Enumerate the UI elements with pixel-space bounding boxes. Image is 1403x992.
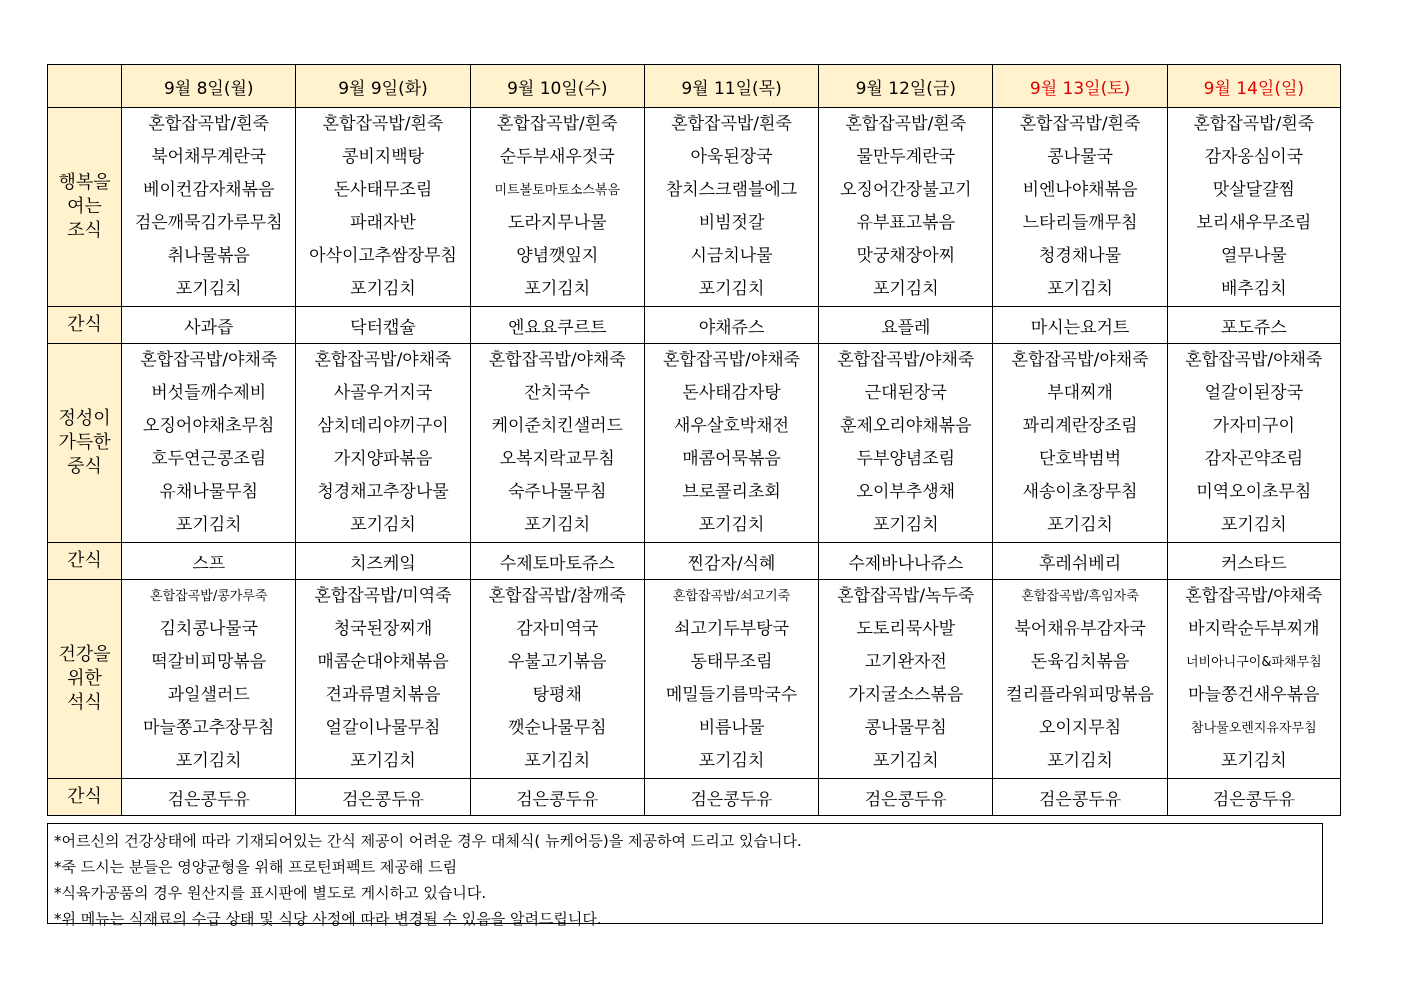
menu-item: 새송이초장무침 [1022,482,1138,502]
snack-item: 검은콩두유 [993,779,1167,816]
menu-item: 포기김치 [175,515,242,535]
menu-item: 혼합잡곡밥/흰죽 [671,114,792,134]
menu-item: 보리새우무조림 [1196,213,1312,233]
menu-item: 가지양파볶음 [333,449,433,469]
day-header: 9월 9일(화) [296,65,470,108]
menu-item: 돈사태감자탕 [682,383,781,403]
menu-item: 포기김치 [1221,515,1287,535]
menu-cell [1167,108,1340,307]
menu-item: 혼합잡곡밥/흰죽 [845,114,967,134]
snack-item: 야채쥬스 [644,307,818,344]
menu-cell [470,580,644,779]
menu-item: 포기김치 [698,751,765,771]
meal-label: 간식 [48,779,122,816]
menu-item: 미트볼토마토소스볶음 [494,183,621,198]
menu-cell [122,580,296,779]
menu-item: 도토리묵사발 [856,619,956,639]
menu-cell [993,580,1167,779]
menu-item: 혼합잡곡밥/미역죽 [314,586,452,606]
menu-item: 아삭이고추쌈장무침 [309,246,457,266]
menu-item: 순두부새우젓국 [499,147,615,167]
menu-item: 부대찌개 [1047,383,1113,403]
menu-item: 취나물볶음 [167,246,250,266]
menu-item: 콩나물무침 [864,718,947,738]
menu-item: 쇠고기두부탕국 [674,619,790,639]
menu-item: 혼합잡곡밥/녹두죽 [837,586,975,606]
menu-item: 잔치국수 [524,383,591,403]
menu-item: 혼합잡곡밥/쇠고기죽 [672,589,791,604]
menu-item: 포기김치 [350,515,416,535]
menu-item: 포기김치 [524,751,591,771]
menu-item: 오징어간장불고기 [840,180,972,200]
notes-box [47,823,1323,928]
menu-item: 포기김치 [872,515,939,535]
menu-item: 맛궁채장아찌 [856,246,956,266]
menu-item: 숙주나물무침 [508,482,607,502]
menu-item: 열무나물 [1221,246,1287,266]
day-header-row [48,65,1341,108]
menu-item: 우불고기볶음 [508,652,607,672]
menu-cell [296,344,470,543]
menu-item: 혼합잡곡밥/야채죽 [140,350,278,370]
snack-item: 후레쉬베리 [993,543,1167,580]
menu-item: 감자옹심이국 [1204,147,1304,167]
snack-item: 치즈케잌 [296,543,470,580]
menu-item: 버섯들깨수제비 [151,383,267,403]
menu-item: 탕평채 [532,685,582,705]
note-line: *위 메뉴는 식재료의 수급 상태 및 식당 사정에 따라 변경될 수 있음을 알려드립니다. [54,910,602,928]
menu-item: 포기김치 [1047,515,1113,535]
menu-item: 파래자반 [350,213,416,233]
menu-item: 단호박범벅 [1039,449,1122,469]
note-line: *죽 드시는 분들은 영양균형을 위해 프로틴퍼펙트 제공해 드림 [54,858,458,876]
menu-item: 콩나물국 [1047,147,1113,167]
menu-item: 포기김치 [1047,751,1113,771]
menu-cell [122,108,296,307]
menu-item: 혼합잡곡밥/콩가루죽 [150,589,268,604]
menu-cell [819,580,993,779]
snack-item: 마시는요거트 [993,307,1167,344]
menu-item: 사골우거지국 [333,383,433,403]
menu-cell [470,108,644,307]
meal-label: 행복을 여는 조식 [48,108,122,307]
snack-item: 엔요요쿠르트 [470,307,644,344]
menu-item: 컬리플라워피망볶음 [1006,685,1154,705]
snack-item: 찐감자/식혜 [644,543,818,580]
day-header: 9월 14일(일) [1167,65,1340,108]
corner-cell [48,65,122,108]
note-line: *식육가공품의 경우 원산지를 표시판에 별도로 게시하고 있습니다. [54,884,487,902]
menu-item: 양념깻잎지 [516,246,599,266]
menu-item: 참나물오렌지유자무침 [1191,721,1317,736]
menu-cell [122,344,296,543]
menu-item: 깻순나물무침 [508,718,607,738]
day-header: 9월 10일(수) [470,65,644,108]
menu-item: 포기김치 [524,279,591,299]
menu-item: 포기김치 [698,515,765,535]
meal-label: 건강을 위한 석식 [48,580,122,779]
note-line: *어르신의 건강상태에 따라 기재되어있는 간식 제공이 어려운 경우 대체식( 뉴케어등)을 제공하여 드리고 있습니다. [54,832,802,850]
dinner-row [48,580,1341,779]
menu-item: 포기김치 [350,751,416,771]
menu-item: 비빔젓갈 [698,213,765,233]
snack-item: 검은콩두유 [296,779,470,816]
menu-item: 혼합잡곡밥/흰죽 [1193,114,1315,134]
menu-item: 브로콜리초회 [682,482,781,502]
snack-item: 검은콩두유 [1167,779,1340,816]
menu-item: 유부표고볶음 [856,213,956,233]
menu-item: 얼갈이나물무침 [325,718,441,738]
menu-item: 메밀들기름막국수 [665,685,798,705]
menu-item: 오이지무침 [1039,718,1122,738]
menu-item: 비엔나야채볶음 [1022,180,1138,200]
menu-item: 매콤순대야채볶음 [317,652,449,672]
menu-item: 매콤어묵볶음 [682,449,781,469]
menu-item: 포기김치 [872,279,939,299]
snack-item: 수제바나나쥬스 [819,543,993,580]
snack-item: 닥터캡슐 [296,307,470,344]
breakfast-row [48,108,1341,307]
menu-item: 아욱된장국 [690,147,773,167]
menu-item: 꽈리계란장조림 [1022,416,1138,436]
menu-item: 포기김치 [1221,751,1287,771]
menu-item: 견과류멸치볶음 [325,685,441,705]
menu-item: 북어채무계란국 [151,147,267,167]
day-header: 9월 11일(목) [644,65,818,108]
menu-cell [644,580,818,779]
menu-cell [644,344,818,543]
menu-item: 시금치나물 [690,246,773,266]
menu-item: 포기김치 [698,279,765,299]
day-header: 9월 12일(금) [819,65,993,108]
menu-item: 콩비지백탕 [341,147,425,167]
snack-item: 요플레 [819,307,993,344]
menu-cell [644,108,818,307]
menu-item: 혼합잡곡밥/흰죽 [1019,114,1141,134]
menu-item: 훈제오리야채볶음 [840,416,972,436]
menu-item: 물만두계란국 [856,147,956,167]
menu-item: 동태무조림 [690,652,773,672]
menu-item: 배추김치 [1221,279,1287,299]
menu-item: 오복지락교무침 [499,449,615,469]
menu-item: 바지락순두부찌개 [1188,619,1320,639]
menu-cell [1167,580,1340,779]
menu-item: 혼합잡곡밥/야채죽 [837,350,975,370]
lunch-row [48,344,1341,543]
menu-item: 청경채고추장나물 [317,482,449,502]
afternoon-snack-row [48,543,1341,580]
menu-item: 혼합잡곡밥/참깨죽 [488,586,626,606]
meal-label: 간식 [48,543,122,580]
menu-item: 고기완자전 [864,652,947,672]
menu-item: 포기김치 [175,279,242,299]
meal-label: 간식 [48,307,122,344]
menu-item: 혼합잡곡밥/야채죽 [488,350,626,370]
menu-item: 혼합잡곡밥/야채죽 [662,350,801,370]
snack-item: 검은콩두유 [644,779,818,816]
menu-item: 떡갈비피망볶음 [151,652,267,672]
snack-item: 포도쥬스 [1167,307,1340,344]
menu-item: 마늘쫑고추장무침 [143,718,275,738]
morning-snack-row [48,307,1341,344]
menu-item: 얼갈이된장국 [1204,383,1304,403]
menu-item: 도라지무나물 [508,213,607,233]
menu-item: 포기김치 [175,751,242,771]
menu-cell [993,344,1167,543]
menu-item: 마늘쫑건새우볶음 [1188,685,1320,705]
menu-item: 가자미구이 [1212,416,1295,436]
menu-item: 과일샐러드 [167,685,250,705]
menu-item: 오징어야채초무침 [143,416,275,436]
menu-item: 청국된장찌개 [333,619,433,639]
menu-item: 혼합잡곡밥/흰죽 [322,114,444,134]
menu-item: 혼합잡곡밥/야채죽 [1011,350,1149,370]
menu-item: 근대된장국 [864,383,947,403]
menu-item: 혼합잡곡밥/흰죽 [496,114,618,134]
menu-item: 맛살달걀찜 [1212,180,1295,200]
meal-label: 정성이 가득한 중식 [48,344,122,543]
menu-item: 오이부추생채 [856,482,956,502]
menu-cell [993,108,1167,307]
snack-item: 스프 [122,543,296,580]
menu-item: 비름나물 [698,718,765,738]
menu-item: 혼합잡곡밥/흰죽 [148,114,270,134]
menu-item: 포기김치 [872,751,939,771]
day-header: 9월 8일(월) [122,65,296,108]
snack-item: 수제토마토쥬스 [470,543,644,580]
menu-cell [819,344,993,543]
weekly-menu-table [47,64,1341,816]
menu-cell [296,108,470,307]
menu-item: 김치콩나물국 [159,619,259,639]
menu-item: 혼합잡곡밥/야채죽 [1185,586,1323,606]
day-header: 9월 13일(토) [993,65,1167,108]
menu-item: 감자미역국 [516,619,599,639]
menu-item: 포기김치 [350,279,416,299]
snack-item: 검은콩두유 [470,779,644,816]
snack-item: 검은콩두유 [122,779,296,816]
menu-cell [470,344,644,543]
menu-cell [296,580,470,779]
menu-item: 북어채유부감자국 [1014,619,1146,639]
menu-item: 혼합잡곡밥/흑임자죽 [1021,589,1139,604]
menu-item: 미역오이초무침 [1196,482,1312,502]
menu-item: 유채나물무침 [159,482,259,502]
menu-item: 감자곤약조림 [1204,449,1304,469]
snack-item: 커스타드 [1167,543,1340,580]
menu-item: 포기김치 [1047,279,1113,299]
menu-item: 돈육김치볶음 [1030,652,1130,672]
menu-item: 호두연근콩조림 [151,449,267,469]
menu-item: 케이준치킨샐러드 [491,416,623,436]
evening-snack-row [48,779,1341,816]
menu-item: 삼치데리야끼구이 [317,416,449,436]
menu-item: 가지굴소스볶음 [848,685,964,705]
menu-item: 검은깨묵김가루무침 [134,213,283,233]
menu-item: 새우살호박채전 [674,416,790,436]
menu-item: 베이컨감자채볶음 [143,180,275,200]
menu-item: 너비아니구이&파채무침 [1185,655,1322,670]
menu-item: 돈사태무조림 [333,180,433,200]
menu-cell [1167,344,1340,543]
menu-item: 두부양념조림 [856,449,956,469]
snack-item: 사과즙 [122,307,296,344]
menu-cell [819,108,993,307]
menu-item: 포기김치 [524,515,591,535]
menu-item: 혼합잡곡밥/야채죽 [1185,350,1323,370]
menu-item: 혼합잡곡밥/야채죽 [314,350,452,370]
menu-item: 참치스크램블에그 [665,180,798,200]
snack-item: 검은콩두유 [819,779,993,816]
menu-item: 청경채나물 [1039,246,1122,266]
menu-item: 느타리들깨무침 [1022,213,1138,233]
